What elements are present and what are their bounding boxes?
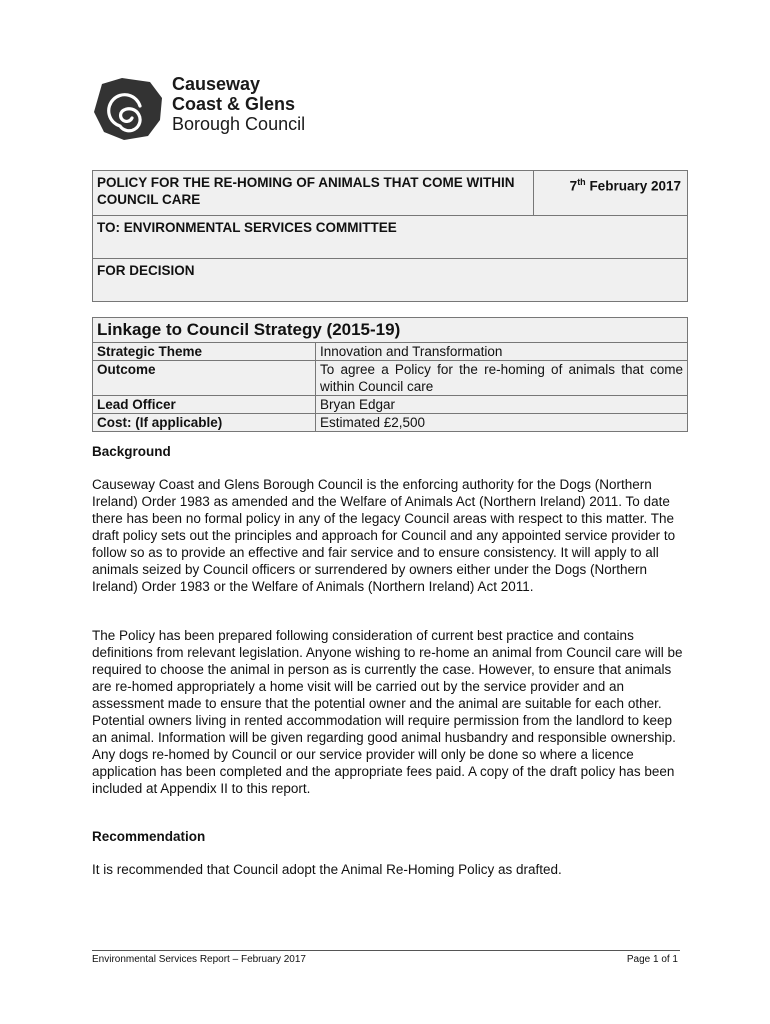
date-day: 7 — [569, 178, 578, 194]
linkage-row — [93, 343, 688, 361]
logo-line-1: Causeway — [172, 74, 261, 94]
report-header-table — [92, 170, 688, 302]
background-paragraph-1: Causeway Coast and Glens Borough Council is the enforcing authority for the Dogs (Northern Ireland) Order 1983 as amended and the Welfare of Animals Act (Northern Ireland) 2011. To date there has been no formal policy in any of the legacy Council areas with respect to this matter. The draft policy sets out the principles and approach for Council and any appointed service provider to follow so as to provide an effective and fair service and to ensure consistency. It will apply to all animals seized by Council officers or surrendered by owners either under the Dogs (Northern Ireland) Order 1983 or the Welfare of Animals (Northern Ireland) Act 2011. — [92, 477, 676, 594]
report-purpose: FOR DECISION — [93, 259, 688, 302]
footer-divider — [92, 950, 680, 951]
report-recipient: TO: ENVIRONMENTAL SERVICES COMMITTEE — [93, 216, 688, 259]
linkage-heading: Linkage to Council Strategy (2015-19) — [93, 318, 688, 343]
background-paragraph-2: The Policy has been prepared following consideration of current best practice and contains definitions from relevant legislation. Anyone wishing to re-home an animal from Council care will be required to choose the animal in person as is currently the case. However, to ensure that animals are re-homed appropriately a home visit will be carried out by the service provider and an assessment made to ensure that the potential owner and the animal are suitable for each other. Potential owners living in rented accommodation will require permission from the landlord to keep an animal. Information will be given regarding good animal husbandry and responsible ownership. Any dogs re-homed by Council or our service provider will only be done so where a licence application has been completed and the appropriate fees paid. A copy of the draft policy has been included at Appendix II to this report. — [92, 628, 683, 796]
footer-report-name: Environmental Services Report – February 2017 — [92, 954, 306, 965]
recommendation-text: It is recommended that Council adopt the Animal Re-Homing Policy as drafted. — [92, 862, 562, 877]
linkage-table — [92, 317, 688, 432]
council-logo-icon — [92, 76, 164, 142]
linkage-label: Cost: (If applicable) — [93, 414, 316, 432]
linkage-label: Strategic Theme — [93, 343, 316, 361]
linkage-row — [93, 361, 688, 396]
linkage-value: Estimated £2,500 — [316, 414, 688, 432]
linkage-label: Lead Officer — [93, 396, 316, 414]
report-title: POLICY FOR THE RE-HOMING OF ANIMALS THAT COME WITHIN COUNCIL CARE — [93, 171, 534, 216]
linkage-row — [93, 396, 688, 414]
date-suffix: th — [577, 177, 586, 187]
council-logo — [92, 74, 322, 144]
linkage-row — [93, 414, 688, 432]
logo-line-3: Borough Council — [172, 114, 306, 134]
linkage-value: Innovation and Transformation — [316, 343, 688, 361]
linkage-value: To agree a Policy for the re-homing of animals that come within Council care — [316, 361, 688, 396]
linkage-value: Bryan Edgar — [316, 396, 688, 414]
report-date — [534, 171, 688, 216]
footer-page-number: Page 1 of 1 — [626, 954, 678, 965]
recommendation-heading: Recommendation — [92, 829, 206, 844]
logo-line-2: Coast & Glens — [172, 94, 296, 114]
linkage-label: Outcome — [93, 361, 316, 396]
date-rest: February 2017 — [585, 178, 681, 194]
background-heading: Background — [92, 444, 171, 459]
